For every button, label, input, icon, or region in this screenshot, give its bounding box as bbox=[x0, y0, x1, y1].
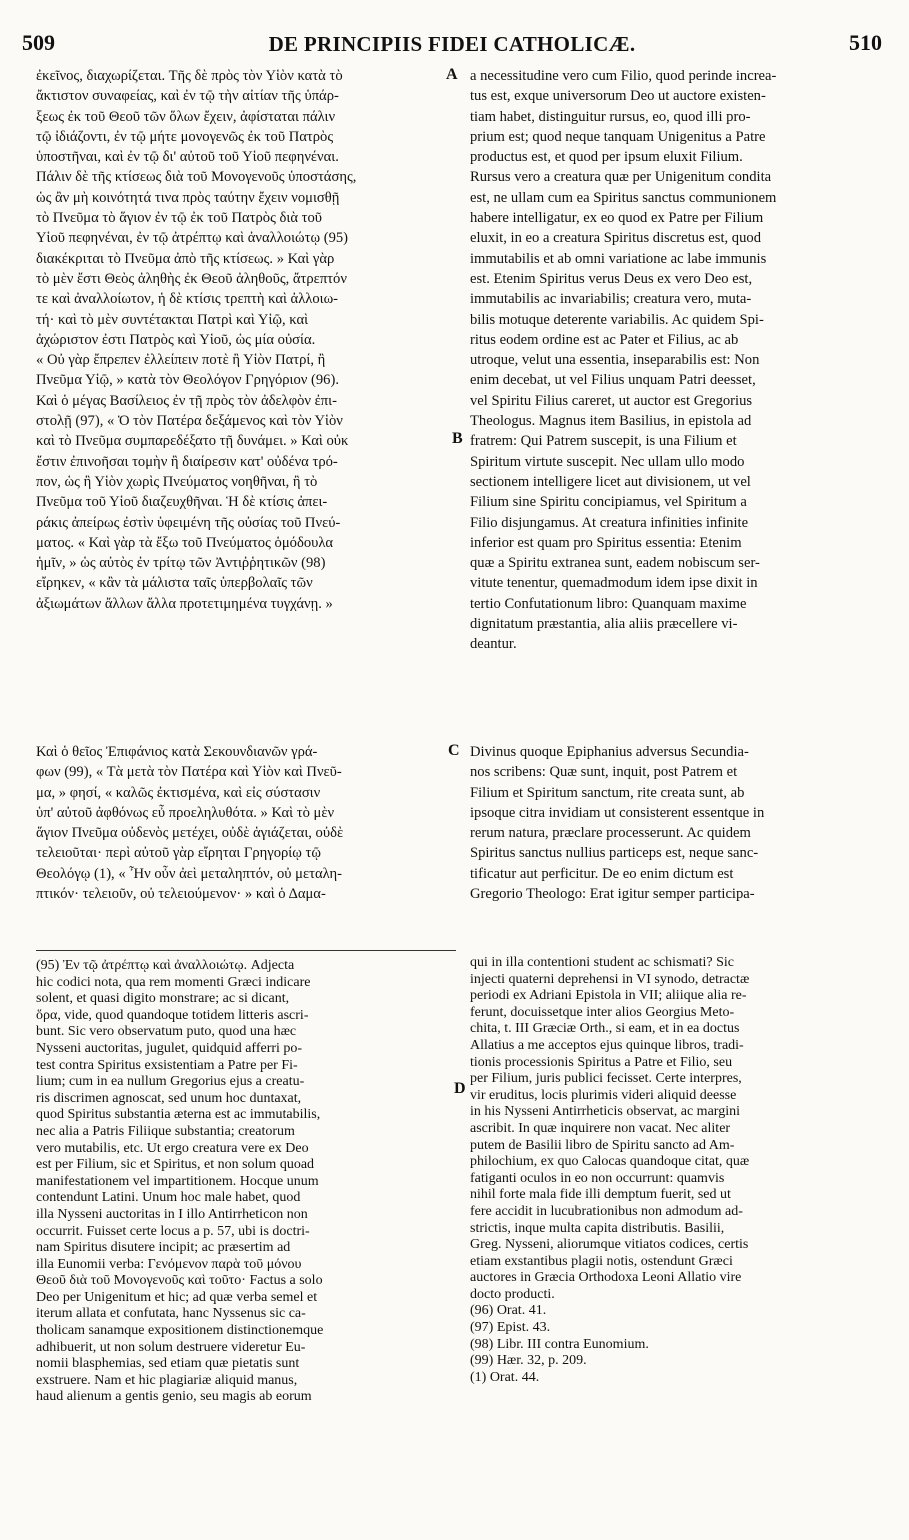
text-line: est. Etenim Spiritus verus Deus ex vero Deo est, bbox=[470, 270, 753, 287]
section-marker-b: B bbox=[452, 430, 463, 447]
text-line: tertio Confutationum libro: Quanquam maxime bbox=[470, 595, 747, 612]
text-line: tionis processionis Spiritus a Patre et Filio, seu bbox=[470, 1054, 733, 1070]
text-line: ipsoque citra invidiam ut consisterent essentque in bbox=[470, 804, 765, 821]
text-line: μα, » φησί, « καλῶς ἐκτισμένα, καὶ εἰς σύστασιν bbox=[36, 784, 321, 801]
latin-text-column-top bbox=[470, 66, 880, 655]
text-line: periodi ex Adriani Epistola in VII; aliique alia re- bbox=[470, 988, 747, 1004]
text-line: τελειοῦται· περὶ αὐτοῦ γὰρ εἴρηται Γρηγορίῳ τῷ bbox=[36, 845, 321, 862]
footnote-column-right bbox=[470, 955, 880, 1386]
text-line: dignitatum præstantia, alia aliis præcellere vi- bbox=[470, 616, 738, 633]
text-line: Divinus quoque Epiphanius adversus Secundia- bbox=[470, 744, 749, 760]
text-line: injecti quaterni deprehensi in VI synodo, detractæ bbox=[470, 971, 750, 987]
text-line: (98) Libr. III contra Eunomium. bbox=[470, 1336, 649, 1352]
footnote-column-left bbox=[36, 958, 456, 1406]
text-line: ἐκεῖνος, διαχωρίζεται. Τῆς δὲ πρὸς τὸν Υἱὸν κατὰ τὸ bbox=[36, 68, 343, 84]
text-line: ἄκτιστον συναφείας, καὶ ἐν τῷ τὴν αἰτίαν τῆς ὑπάρ- bbox=[36, 88, 339, 105]
text-line: illa Nysseni auctoritas in I illo Antirrheticon non bbox=[36, 1206, 308, 1222]
text-line: ἀξιωμάτων ἄλλων ἄλλα προτετιμημένα τυγχάνῃ. » bbox=[36, 595, 333, 612]
text-line: Θεολόγῳ (1), « Ἦν οὖν ἀεὶ μεταληπτόν, οὐ μεταλη- bbox=[36, 865, 343, 882]
text-line: docto producti. bbox=[470, 1286, 555, 1302]
text-line: adhibuerit, ut non solum destruere videretur Eu- bbox=[36, 1339, 306, 1355]
text-line: Allatius a me acceptos ejus quinque libros, tradi- bbox=[470, 1037, 744, 1053]
text-line: inferior est quam pro Spiritus essentia: Etenim bbox=[470, 534, 742, 551]
greek-text-column-top bbox=[36, 66, 456, 614]
text-line: Filium sine Spiritu concipiamus, vel Spiritum a bbox=[470, 494, 747, 511]
text-line: ritus eodem ordine est ac Pater et Filius, ac ab bbox=[470, 331, 739, 348]
text-line: Spiritus sanctus nullius particeps est, neque sanc- bbox=[470, 845, 759, 862]
text-line: tus est, exque universorum Deo ut auctore existen- bbox=[470, 88, 766, 105]
text-line: Filium et Spiritum sanctum, rite creata sunt, ab bbox=[470, 784, 745, 801]
text-line: eluxit, in eo a creatura Spiritus discretus est, quod bbox=[470, 230, 761, 247]
text-line: tholicam sanamque expositionem distinctionemque bbox=[36, 1323, 324, 1339]
text-line: philochium, ex quo Calocas quandoque citat, quæ bbox=[470, 1154, 750, 1170]
text-line: στολῇ (97), « Ὁ τὸν Πατέρα δεξάμενος καὶ τὸν Υἱὸν bbox=[36, 413, 343, 430]
text-line: immutabilis ac invariabilis; creatura vero, muta- bbox=[470, 291, 752, 308]
text-line: (99) Hær. 32, p. 209. bbox=[470, 1353, 587, 1369]
text-line: strictis, inque multa capita distributis. Basilii, bbox=[470, 1220, 725, 1236]
text-line: τῷ ἰδιάζοντι, ἐν τῷ μήτε μονογενῶς ἐκ τοῦ Πατρὸς bbox=[36, 128, 334, 145]
text-line: iterum allata et confutata, hanc Nyssenus sic ca- bbox=[36, 1306, 306, 1322]
text-line: quæ a Spiritu extranea sunt, eadem nobiscum ser- bbox=[470, 555, 760, 572]
text-line: auctores in Græcia Orthodoxa Leoni Allatio vire bbox=[470, 1270, 742, 1286]
text-line: fere accidit in lucubrationibus non admodum ad- bbox=[470, 1203, 743, 1219]
text-line: in his Nysseni Antirrheticis observat, ac margini bbox=[470, 1104, 740, 1120]
text-line: occurrit. Fuisset certe locus a p. 57, ubi is doctri- bbox=[36, 1223, 310, 1239]
text-line: exstruere. Nam et hic plagiariæ aliquid manus, bbox=[36, 1372, 298, 1388]
text-line: nec alia a Patris Filiique substantia; creatorum bbox=[36, 1123, 295, 1139]
text-line: ὑποστῆναι, καὶ ἐν τῷ δι' αὐτοῦ τοῦ Υἱοῦ πεφηνέναι. bbox=[36, 149, 339, 166]
text-line: Nysseni auctoritas, jugulet, quidquid afferri po- bbox=[36, 1040, 303, 1056]
text-line: productus est, et quod per ipsum eluxit Filium. bbox=[470, 149, 743, 166]
text-line: lium; cum in ea nullum Gregorius ejus a creatu- bbox=[36, 1074, 305, 1090]
text-line: Theologus. Magnus item Basilius, in epistola ad bbox=[470, 413, 752, 430]
text-line: test contra Spiritus exsistentiam a Patre per Fi- bbox=[36, 1057, 298, 1073]
text-line: vitute tenentur, quemadmodum idem ipse dixit in bbox=[470, 575, 758, 592]
text-line: fratrem: Qui Patrem suscepit, is una Filium et bbox=[470, 433, 737, 450]
text-line: ὡς ἂν μὴ κοινότητά τινα πρὸς ταύτην ἔχειν νομισθῇ bbox=[36, 189, 340, 206]
text-line: ἔστιν ἐπινοῆσαι τομὴν ἢ διαίρεσιν κατ' οὐδένα τρό- bbox=[36, 453, 338, 470]
text-line: illa Eunomii verba: Γενόμενον παρὰ τοῦ μόνου bbox=[36, 1256, 302, 1272]
text-line: quod Spiritus substantia æterna est ac immutabilis, bbox=[36, 1107, 321, 1123]
text-line: prium est; quod neque tanquam Unigenitus a Patre bbox=[470, 128, 766, 145]
text-line: hic codici nota, qua rem momenti Græci indicare bbox=[36, 974, 311, 990]
text-line: nam Spiritus disutere incipit; ac præsertim ad bbox=[36, 1240, 291, 1256]
text-line: bunt. Sic vero observatum puto, quod una hæc bbox=[36, 1024, 297, 1040]
text-line: ἡμῖν, » ὡς αὐτὸς ἐν τρίτῳ τῶν Ἀντιῤῥητικῶν (98) bbox=[36, 555, 326, 572]
text-line: vero mutabilis, etc. Ut ergo creatura vere ex Deo bbox=[36, 1140, 309, 1156]
text-line: Filio disjungamus. At creatura infinities infinite bbox=[470, 514, 749, 531]
text-line: vir eruditus, locis plurimis videri aliquid deesse bbox=[470, 1087, 737, 1103]
text-line: Καὶ ὁ θεῖος Ἐπιφάνιος κατὰ Σεκουνδιανῶν γρά- bbox=[36, 744, 318, 760]
text-line: τε καὶ ἀναλλοίωτον, ἡ δὲ κτίσις τρεπτὴ καὶ ἀλλοιω- bbox=[36, 291, 339, 308]
text-line: Πνεῦμα τοῦ Υἱοῦ διαζευχθῆναι. Ἡ δὲ κτίσις ἀπει- bbox=[36, 494, 328, 511]
text-line: ὑπ' αὐτοῦ ἀφθόνως εὖ προεληλυθότα. » Καὶ τὸ μὲν bbox=[36, 804, 335, 821]
text-line: est per Filium, sic et Spiritus, et non solum quoad bbox=[36, 1157, 315, 1173]
text-line: τὸ Πνεῦμα τὸ ἅγιον ἐν τῷ ἐκ τοῦ Πατρὸς διὰ τοῦ bbox=[36, 210, 322, 227]
text-line: ἅγιον Πνεῦμα οὐδενὸς μετέχει, οὐδὲ ἁγιάζεται, οὐδὲ bbox=[36, 825, 344, 842]
page-number-right: 510 bbox=[849, 30, 882, 55]
text-line: etiam exstantibus plagii notis, ostendunt Græci bbox=[470, 1253, 733, 1269]
text-line: πον, ὡς ἢ Υἱὸν χωρὶς Πνεύματος νοηθῆναι, ἢ τὸ bbox=[36, 473, 318, 490]
text-line: καὶ τὸ Πνεῦμα συμπαρεδέξατο τῇ δυνάμει. » Καὶ οὐκ bbox=[36, 433, 349, 450]
text-line: (95) Ἐν τῷ ἀτρέπτῳ καὶ ἀναλλοιώτῳ. Adjecta bbox=[36, 958, 295, 973]
text-line: solent, et quasi digito monstrare; ac si dicant, bbox=[36, 991, 290, 1007]
page-number-left: 509 bbox=[22, 30, 55, 55]
text-line: putem de Basilii libro de Spiritu sancto ad Am- bbox=[470, 1137, 735, 1153]
section-marker-c: C bbox=[448, 742, 460, 759]
text-line: Gregorio Theologo: Erat igitur semper participa- bbox=[470, 886, 755, 903]
text-line: (1) Orat. 44. bbox=[470, 1369, 540, 1385]
greek-text-column-bottom bbox=[36, 742, 456, 904]
text-line: « Οὐ γὰρ ἔπρεπεν ἐλλείπειν ποτὲ ἢ Υἱὸν Πατρί, ἢ bbox=[36, 352, 326, 369]
text-line: Πάλιν δὲ τῆς κτίσεως διὰ τοῦ Μονογενοῦς ὑποστάσης, bbox=[36, 169, 357, 186]
text-line: vel Spiritu Filius careret, ut auctor est Gregorius bbox=[470, 392, 753, 409]
text-line: haud alienum a gentis genio, seu magis ab eorum bbox=[36, 1389, 312, 1405]
running-title: DE PRINCIPIIS FIDEI CATHOLICÆ. bbox=[268, 32, 636, 56]
text-line: (97) Epist. 43. bbox=[470, 1320, 551, 1336]
text-line: τὸ μὲν ἔστι Θεὸς ἀληθὴς ἐκ Θεοῦ ἀληθοῦς, ἄτρεπτόν bbox=[36, 270, 347, 287]
section-marker-a: A bbox=[446, 66, 458, 83]
section-marker-d: D bbox=[454, 1080, 466, 1097]
text-line: Θεοῦ διὰ τοῦ Μονογενοῦς καὶ τοῦτο· Factus a solo bbox=[36, 1273, 323, 1289]
text-line: ὅρα, vide, quod quandoque totidem litteris ascri- bbox=[36, 1007, 309, 1023]
text-line: utroque, velut una essentia, inseparabilis est: Non bbox=[470, 352, 760, 369]
text-line: φων (99), « Τὰ μετὰ τὸν Πατέρα καὶ Υἱὸν καὶ Πνεῦ- bbox=[36, 764, 342, 781]
text-line: Rursus vero a creatura quæ per Unigenitum condita bbox=[470, 169, 772, 186]
text-line: habere intelligatur, ex eo quod ex Patre per Filium bbox=[470, 210, 764, 227]
text-line: qui in illa contentioni student ac schismati? Sic bbox=[470, 955, 735, 970]
text-line: πτικόν· τελειοῦν, οὐ τελειούμενον· » καὶ ὁ Δαμα- bbox=[36, 886, 326, 903]
text-line: ξεως ἐκ τοῦ Θεοῦ τῶν ὅλων ἔχειν, ἀφίσταται πάλιν bbox=[36, 108, 336, 125]
text-line: tificatur aut perficitur. De eo enim dictum est bbox=[470, 865, 734, 882]
text-line: chita, t. III Græciæ Orth., si eam, et in ea doctus bbox=[470, 1021, 740, 1037]
text-line: διακέκριται τὸ Πνεῦμα ἀπὸ τῆς κτίσεως. » Καὶ γὰρ bbox=[36, 250, 335, 267]
text-line: manifestationem vel impartitionem. Hocque unum bbox=[36, 1173, 319, 1189]
text-line: εἴρηκεν, « κἂν τὰ μάλιστα ταῖς ὑπερβολαῖς τῶν bbox=[36, 575, 313, 592]
text-line: ferunt, docuissetque inter alios Georgius Meto- bbox=[470, 1004, 735, 1020]
text-line: (96) Orat. 41. bbox=[470, 1303, 547, 1319]
text-line: Deo per Unigenitum et hic; ad quæ verba semel et bbox=[36, 1289, 318, 1305]
text-line: ματος. « Καὶ γὰρ τὰ ἔξω τοῦ Πνεύματος ὁμόδουλα bbox=[36, 534, 334, 551]
text-line: a necessitudine vero cum Filio, quod perinde increa- bbox=[470, 68, 777, 84]
text-line: ἀχώριστον ἐστι Πατρὸς καὶ Υἱοῦ, ὡς μία οὐσία. bbox=[36, 331, 316, 348]
latin-text-column-bottom bbox=[470, 742, 880, 904]
footnote-divider bbox=[36, 950, 456, 951]
text-line: nihil forte mala fide illi demptum fuerit, sed ut bbox=[470, 1187, 731, 1203]
text-line: bilis motuque deterente variabilis. Ac quidem Spi- bbox=[470, 311, 764, 328]
text-line: Υἱοῦ πεφηνέναι, ἐν τῷ ἀτρέπτῳ καὶ ἀναλλοιώτῳ (95) bbox=[36, 230, 349, 247]
text-line: tiam habet, distinguitur rursus, eo, quod illi pro- bbox=[470, 108, 751, 125]
text-line: Greg. Nysseni, aliorumque vitiatos codices, certis bbox=[470, 1237, 749, 1253]
text-line: nomii blasphemias, sed etiam quæ pietatis sunt bbox=[36, 1356, 300, 1372]
page-header bbox=[22, 30, 882, 64]
text-line: ris discrimen agnoscat, sed unum hoc duntaxat, bbox=[36, 1090, 302, 1106]
text-line: Καὶ ὁ μέγας Βασίλειος ἐν τῇ πρὸς τὸν ἀδελφὸν ἐπι- bbox=[36, 392, 337, 409]
text-line: ράκις ἀπείρως ἐστὶν ὑφειμένη τῆς οὐσίας τοῦ Πνεύ- bbox=[36, 514, 341, 531]
text-line: enim decebat, ut vel Filius unquam Patri deesset, bbox=[470, 372, 756, 389]
text-line: Spiritum virtute suscepit. Nec ullam ullo modo bbox=[470, 453, 745, 470]
text-line: ascribit. In quæ inquirere non vacat. Nec aliter bbox=[470, 1120, 731, 1136]
text-line: per Filium, juris publici fecisset. Certe interpres, bbox=[470, 1071, 742, 1087]
text-line: sectionem intelligere licet aut divisionem, ut vel bbox=[470, 473, 751, 490]
text-line: Πνεῦμα Υἱῷ, » κατὰ τὸν Θεολόγον Γρηγόριον (96). bbox=[36, 372, 339, 389]
text-line: τή· καὶ τὸ μὲν συντέτακται Πατρὶ καὶ Υἱῷ, καὶ bbox=[36, 311, 309, 328]
text-line: deantur. bbox=[470, 636, 517, 653]
text-line: nos scribens: Quæ sunt, inquit, post Patrem et bbox=[470, 764, 738, 781]
text-line: immutabilis et ab omni variatione ac labe immunis bbox=[470, 250, 767, 267]
text-line: contendunt Latini. Unum hoc male habet, quod bbox=[36, 1190, 301, 1206]
text-line: est, ne ullam cum ea Spiritus sanctus communionem bbox=[470, 189, 777, 206]
text-line: rerum natura, præclare processerunt. Ac quidem bbox=[470, 825, 751, 842]
text-line: fatiganti oculos in eo non occurrunt: quamvis bbox=[470, 1170, 725, 1186]
